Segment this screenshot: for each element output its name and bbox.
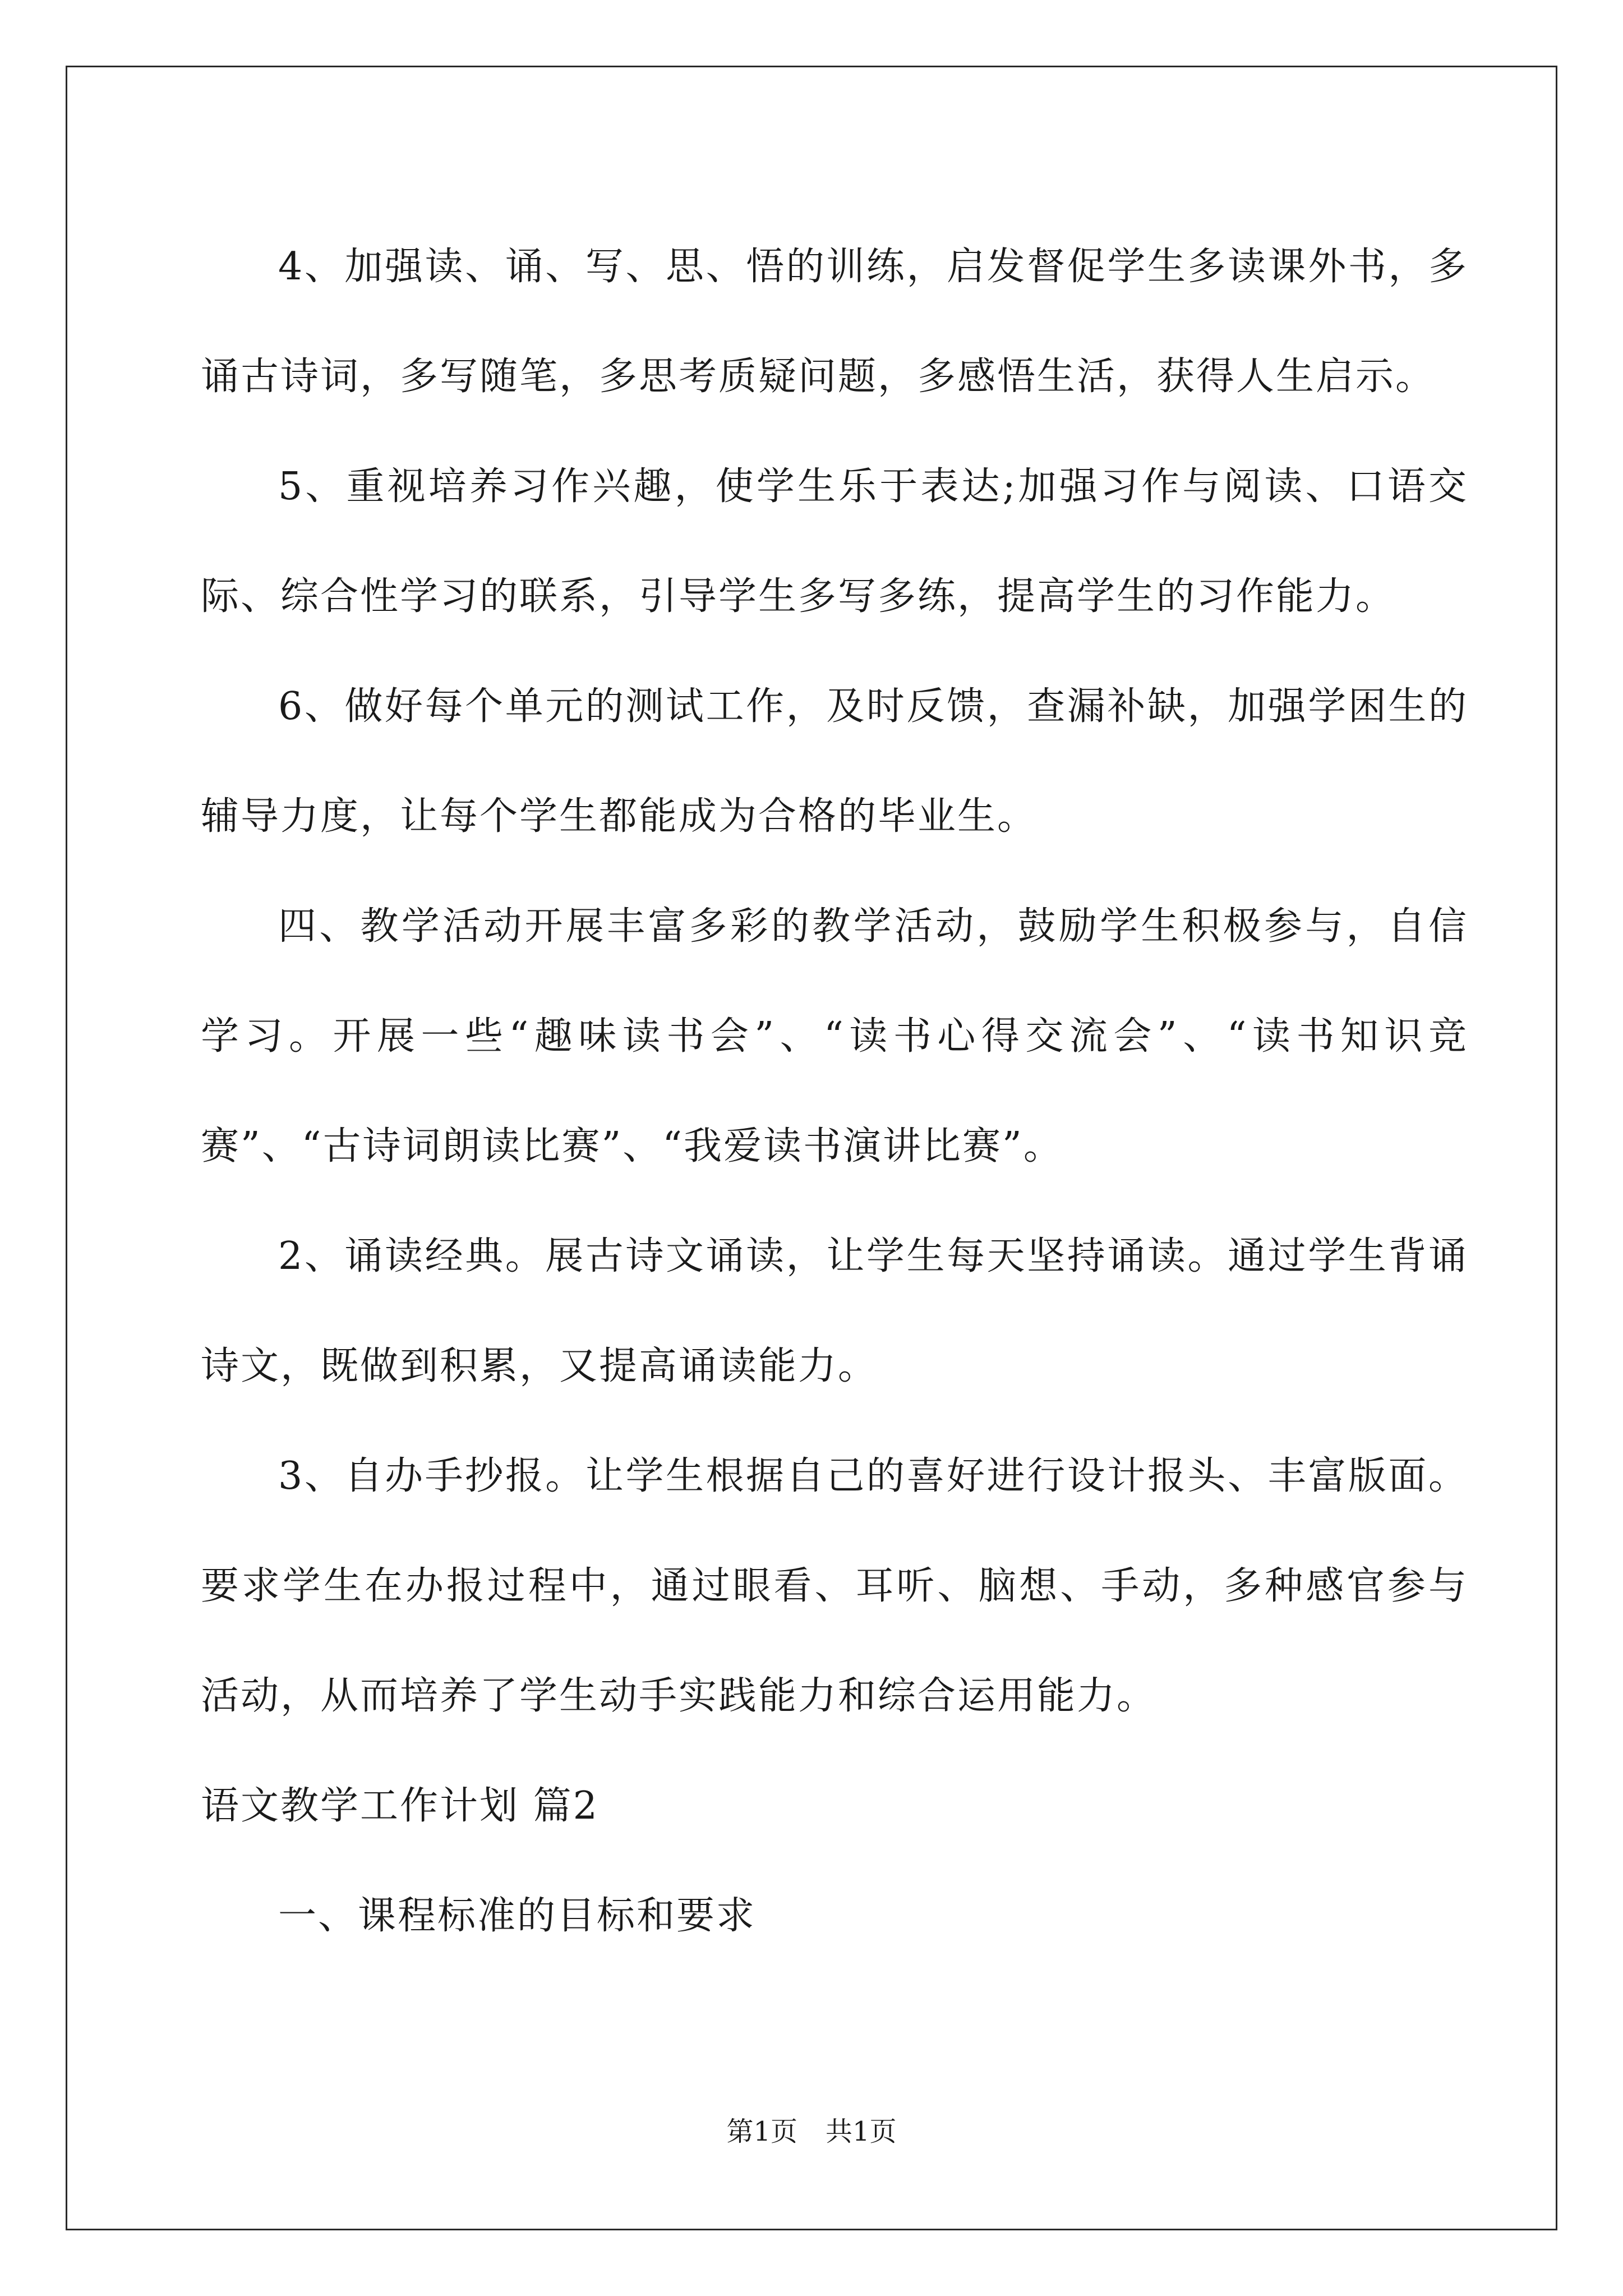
section-title: 语文教学工作计划 篇2 [201,1784,599,1828]
paragraph: 4、加强读、诵、写、思、悟的训练，启发督促学生多读课外书，多诵古诗词，多写随笔，多思考质疑问题，多感悟生活，获得人生启示。 [201,245,1468,399]
paragraph: 5、重视培养习作兴趣，使学生乐于表达;加强习作与阅读、口语交际、综合性学习的联系，引导学生多写多练，提高学生的习作能力。 [201,464,1468,619]
paragraph: 四、教学活动开展丰富多彩的教学活动，鼓励学生积极参与，自信学习。开展一些“趣味读书会”、“读书心得交流会”、“读书知识竞赛”、“古诗词朗读比赛”、“我爱读书演讲比赛”。 [201,904,1468,1168]
document-body [201,212,1468,1971]
page-number-total: 共1页 [826,2116,897,2147]
paragraph: 6、做好每个单元的测试工作，及时反馈，查漏补缺，加强学困生的辅导力度，让每个学生都能成为合格的毕业生。 [201,684,1468,839]
page-footer [0,2115,1623,2148]
paragraph: 2、诵读经典。展古诗文诵读，让学生每天坚持诵读。通过学生背诵诗文，既做到积累，又提高诵读能力。 [201,1234,1468,1388]
paragraph: 3、自办手抄报。让学生根据自己的喜好进行设计报头、丰富版面。要求学生在办报过程中，通过眼看、耳听、脑想、手动，多种感官参与活动，从而培养了学生动手实践能力和综合运用能力。 [201,1454,1468,1718]
subheading: 一、课程标准的目标和要求 [278,1894,757,1938]
page-number-current: 第1页 [726,2116,797,2147]
